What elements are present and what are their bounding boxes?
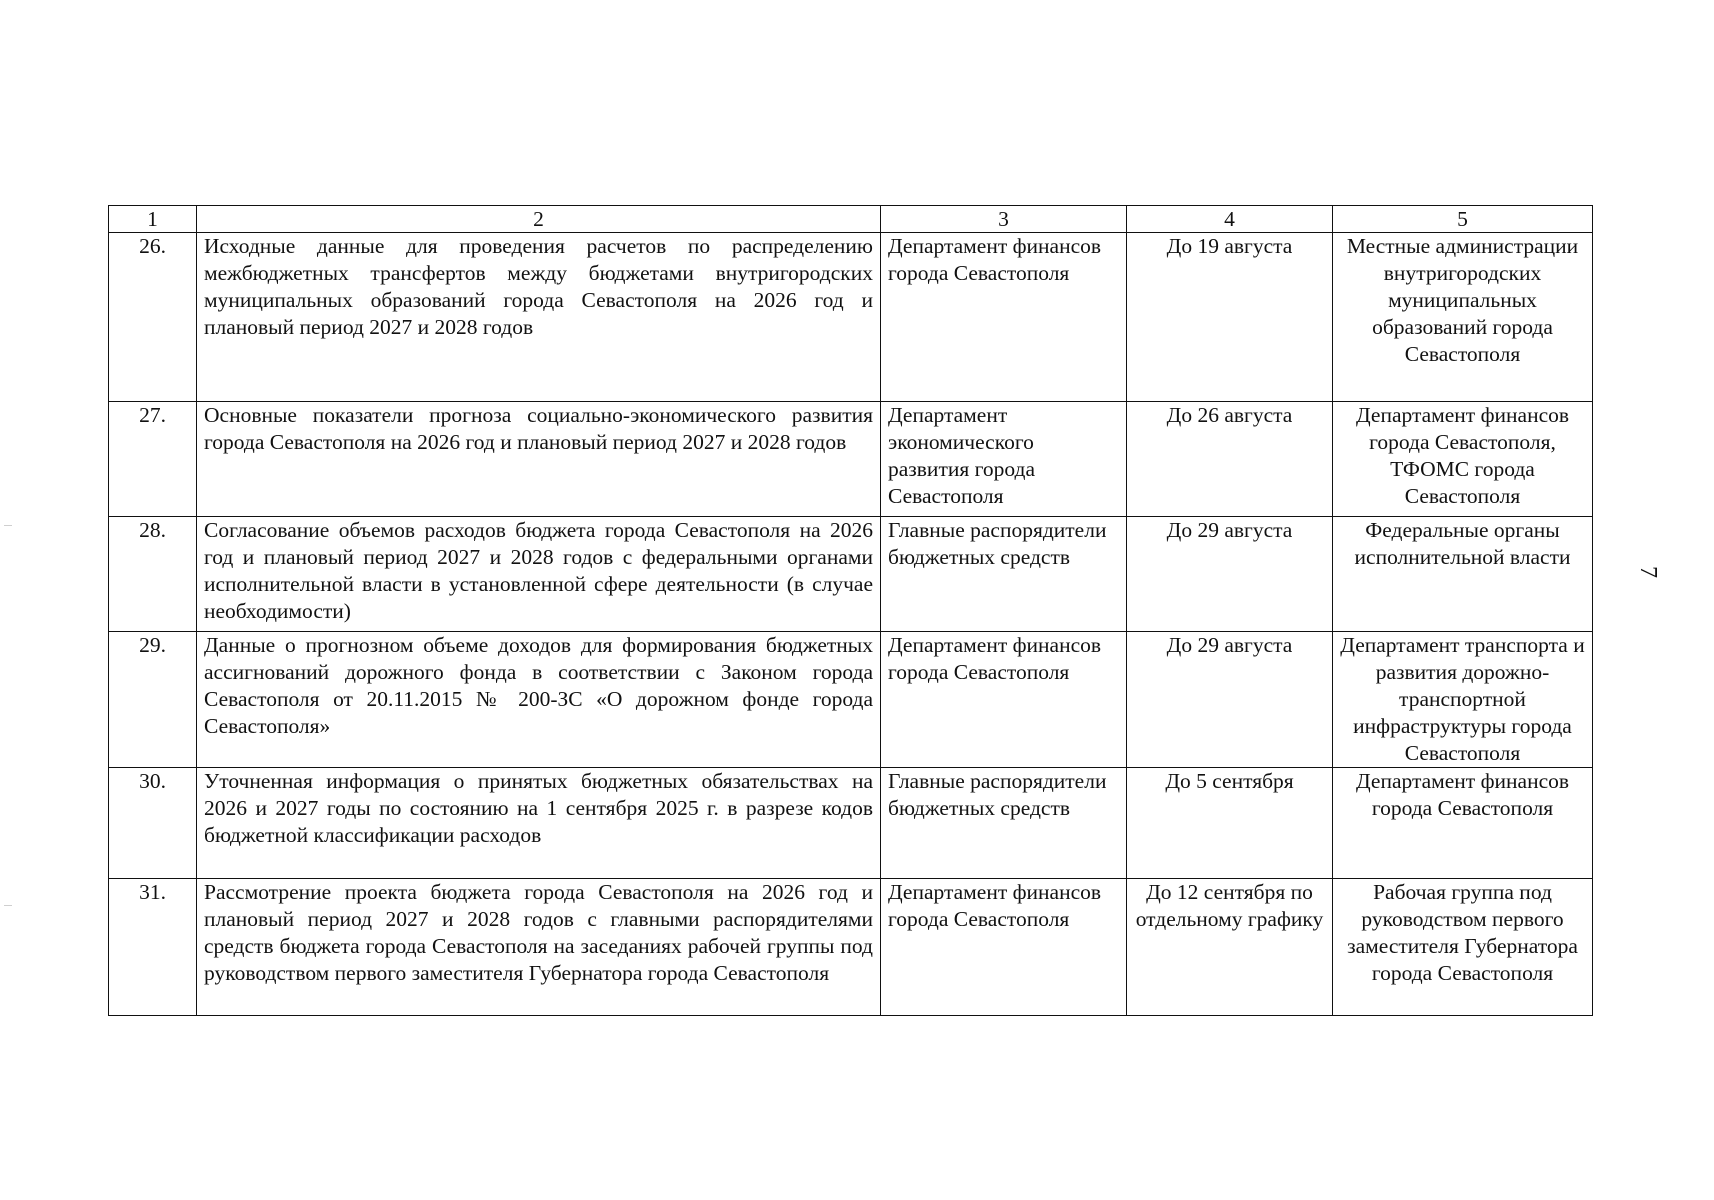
table-header-row — [109, 206, 1593, 233]
schedule-table — [108, 205, 1593, 1016]
row-deadline: До 12 сентября по отдельному графику — [1127, 879, 1333, 1016]
row-responsible: Департамент финансов города Севастополя — [881, 233, 1127, 402]
column-header-description: 2 — [197, 206, 881, 233]
row-responsible: Главные распорядители бюджетных средств — [881, 517, 1127, 632]
row-responsible: Департамент экономического развития города Севастополя — [881, 402, 1127, 517]
table-row — [109, 402, 1593, 517]
row-number: 31. — [109, 879, 197, 1016]
row-responsible: Главные распорядители бюджетных средств — [881, 768, 1127, 879]
row-recipient: Департамент финансов города Севастополя — [1333, 768, 1593, 879]
column-header-recipient: 5 — [1333, 206, 1593, 233]
row-recipient: Федеральные органы исполнительной власти — [1333, 517, 1593, 632]
row-number: 30. — [109, 768, 197, 879]
scan-mark — [4, 525, 12, 526]
row-deadline: До 29 августа — [1127, 632, 1333, 768]
row-number: 27. — [109, 402, 197, 517]
row-description: Основные показатели прогноза социально-экономического развития города Севастополя на 2026 год и плановый период 2027 и 2028 годов — [197, 402, 881, 517]
row-recipient: Рабочая группа под руководством первого заместителя Губернатора города Севастополя — [1333, 879, 1593, 1016]
table-row — [109, 632, 1593, 768]
table-row — [109, 768, 1593, 879]
table-row — [109, 879, 1593, 1016]
row-description: Данные о прогнозном объеме доходов для формирования бюджетных ассигнований дорожного фонда в соответствии с Законом города Севастополя от 20.11.2015 № 200-ЗС «О дорожном фонде города Севастополя» — [197, 632, 881, 768]
scan-mark — [4, 905, 12, 906]
row-deadline: До 29 августа — [1127, 517, 1333, 632]
row-responsible: Департамент финансов города Севастополя — [881, 879, 1127, 1016]
row-description: Согласование объемов расходов бюджета города Севастополя на 2026 год и плановый период 2027 и 2028 годов с федеральными органами исполнительной власти в установленной сфере деятельности (в случае необходимости) — [197, 517, 881, 632]
column-header-number: 1 — [109, 206, 197, 233]
row-number: 26. — [109, 233, 197, 402]
row-number: 29. — [109, 632, 197, 768]
row-number: 28. — [109, 517, 197, 632]
row-deadline: До 19 августа — [1127, 233, 1333, 402]
row-description: Уточненная информация о принятых бюджетных обязательствах на 2026 и 2027 годы по состоянию на 1 сентября 2025 г. в разрезе кодов бюджетной классификации расходов — [197, 768, 881, 879]
row-recipient: Местные администрации внутригородских муниципальных образований города Севастополя — [1333, 233, 1593, 402]
row-responsible: Департамент финансов города Севастополя — [881, 632, 1127, 768]
row-recipient: Департамент финансов города Севастополя, ТФОМС города Севастополя — [1333, 402, 1593, 517]
table-row — [109, 517, 1593, 632]
column-header-responsible: 3 — [881, 206, 1127, 233]
row-deadline: До 5 сентября — [1127, 768, 1333, 879]
table-row — [109, 233, 1593, 402]
row-recipient: Департамент транспорта и развития дорожно-транспортной инфраструктуры города Севастополя — [1333, 632, 1593, 768]
page-number: 7 — [1635, 566, 1661, 578]
row-description: Исходные данные для проведения расчетов по распределению межбюджетных трансфертов между бюджетами внутригородских муниципальных образований города Севастополя на 2026 год и плановый период 2027 и 2028 годов — [197, 233, 881, 402]
column-header-deadline: 4 — [1127, 206, 1333, 233]
row-deadline: До 26 августа — [1127, 402, 1333, 517]
row-description: Рассмотрение проекта бюджета города Севастополя на 2026 год и плановый период 2027 и 2028 годов с главными распорядителями средств бюджета города Севастополя на заседаниях рабочей группы под руководством первого заместителя Губернатора города Севастополя — [197, 879, 881, 1016]
